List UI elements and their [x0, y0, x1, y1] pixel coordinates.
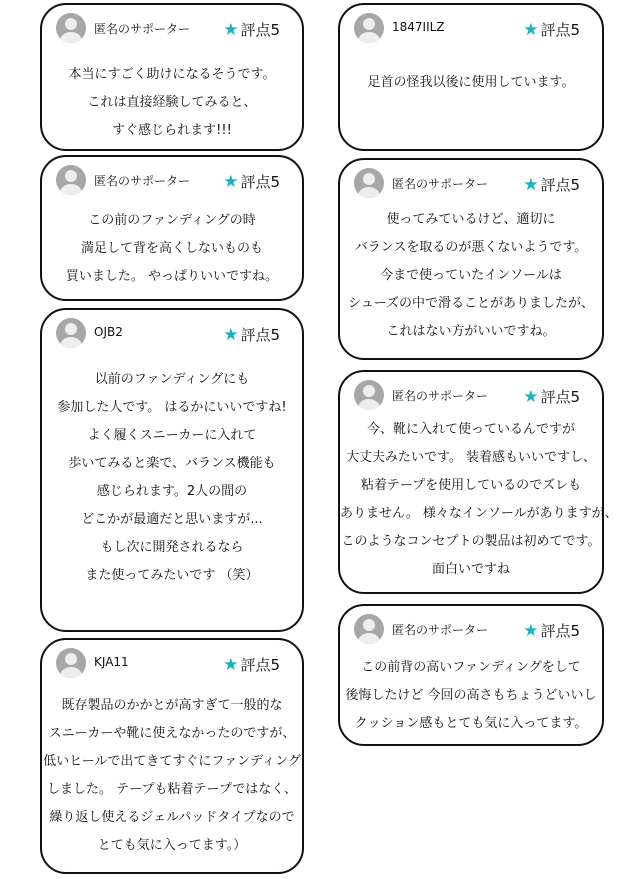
avatar-icon: [56, 648, 86, 678]
review-line: しました。 テープも粘着テープではなく、: [47, 782, 297, 797]
review-text: [340, 654, 602, 738]
rating: [223, 171, 280, 192]
review-line: シューズの中で滑ることがありましたが、: [347, 296, 595, 311]
review-line: 以前のファンディングにも: [94, 372, 250, 387]
review-line: 大丈夫みたいです。 装着感もいいですし、: [345, 450, 597, 465]
review-line: この前背の高いファンディングをして: [361, 660, 581, 675]
review-card-2: [40, 155, 304, 301]
rating-label: 評点5: [540, 622, 580, 640]
rating-label: 評点5: [240, 21, 280, 39]
review-line: すぐ感じられます!!!: [112, 123, 232, 138]
review-card-1: [40, 3, 304, 151]
star-icon: ★: [523, 621, 539, 641]
review-line: もし次に開発されるなら: [100, 540, 244, 555]
review-text: [42, 692, 302, 860]
review-card-6: [338, 158, 604, 360]
review-line: ありません。 様々なインソールがありますが、: [340, 506, 618, 521]
review-text: [42, 366, 302, 590]
star-icon: ★: [523, 175, 539, 195]
review-line: 参加した人です。 はるかにいいですね!: [57, 400, 287, 415]
review-line: これはない方がいいですね。: [386, 324, 556, 339]
reviewer-name: 匿名のサポーター: [94, 22, 191, 36]
rating-label: 評点5: [540, 21, 580, 39]
rating: [223, 654, 280, 675]
review-line: また使ってみたいです （笑）: [85, 568, 259, 583]
avatar-icon: [56, 13, 86, 43]
review-card-4: [40, 638, 304, 874]
review-text: [340, 416, 618, 584]
star-icon: ★: [223, 20, 239, 40]
review-line: スニーカーや靴に使えなかったのですが、: [48, 726, 296, 741]
avatar-icon: [56, 318, 86, 348]
reviewer-name: 匿名のサポーター: [94, 174, 191, 188]
review-text: [340, 206, 602, 346]
review-line: 感じられます。2人の間の: [96, 484, 248, 499]
avatar-icon: [354, 13, 384, 43]
review-line: この前のファンディングの時: [88, 213, 256, 228]
avatar-icon: [354, 614, 384, 644]
review-line: 面白いですね: [431, 562, 510, 577]
review-line: どこかが最適だと思いますが...: [81, 512, 263, 527]
review-line: バランスを取るのが悪くないようです。: [354, 240, 588, 255]
rating-label: 評点5: [240, 326, 280, 344]
rating-label: 評点5: [240, 173, 280, 191]
rating: [223, 19, 280, 40]
review-line: このようなコンセプトの製品は初めてです。: [341, 534, 601, 549]
star-icon: ★: [223, 655, 239, 675]
review-line: 足首の怪我以後に使用しています。: [367, 75, 575, 90]
rating-label: 評点5: [240, 656, 280, 674]
review-card-7: [338, 370, 618, 594]
avatar-icon: [56, 165, 86, 195]
reviewer-name: 1847IILZ: [392, 20, 445, 34]
review-line: 繰り返し使えるジェルパッドタイプなので: [49, 810, 295, 825]
review-line: よく履くスニーカーに入れて: [87, 428, 257, 443]
review-line: とても気に入ってます。）: [97, 838, 247, 853]
star-icon: ★: [523, 387, 539, 407]
review-line: 満足して背を高くしないものも: [80, 241, 263, 256]
review-card-5: [338, 3, 604, 151]
avatar-icon: [354, 380, 384, 410]
review-text: [42, 61, 302, 145]
review-text: [340, 69, 602, 97]
star-icon: ★: [523, 20, 539, 40]
rating: [523, 19, 580, 40]
rating-label: 評点5: [540, 176, 580, 194]
reviewer-name: KJA11: [94, 655, 129, 669]
review-line: 使ってみているけど、適切に: [386, 212, 556, 227]
review-line: 今、靴に入れて使っているんですが: [366, 422, 575, 437]
star-icon: ★: [223, 172, 239, 192]
rating-label: 評点5: [540, 388, 580, 406]
star-icon: ★: [223, 325, 239, 345]
review-line: 歩いてみると楽で、バランス機能も: [68, 456, 276, 471]
review-line: 本当にすごく助けになるそうです。: [68, 67, 276, 82]
reviewer-name: 匿名のサポーター: [392, 623, 489, 637]
review-line: これは直接経験してみると、: [87, 95, 257, 110]
reviewer-name: OJB2: [94, 325, 123, 339]
reviewer-name: 匿名のサポーター: [392, 389, 489, 403]
review-line: クッション感もとても気に入ってます。: [354, 716, 588, 731]
review-line: 今まで使っていたインソールは: [380, 268, 562, 283]
rating: [523, 386, 580, 407]
rating: [523, 620, 580, 641]
review-line: 買いました。 やっぱりいいですね。: [65, 269, 279, 284]
review-card-3: [40, 308, 304, 632]
rating: [523, 174, 580, 195]
review-line: 後悔したけど 今回の高さもちょうどいいし: [345, 688, 597, 703]
review-card-8: [338, 604, 604, 746]
review-line: 低いヒールで出てきてすぐにファンディング: [43, 754, 301, 769]
review-text: [42, 207, 302, 291]
rating: [223, 324, 280, 345]
avatar-icon: [354, 168, 384, 198]
review-line: 粘着テープを使用しているのでズレも: [360, 478, 582, 493]
review-line: 既存製品のかかとが高すぎて一般的な: [61, 698, 283, 713]
reviewer-name: 匿名のサポーター: [392, 177, 489, 191]
